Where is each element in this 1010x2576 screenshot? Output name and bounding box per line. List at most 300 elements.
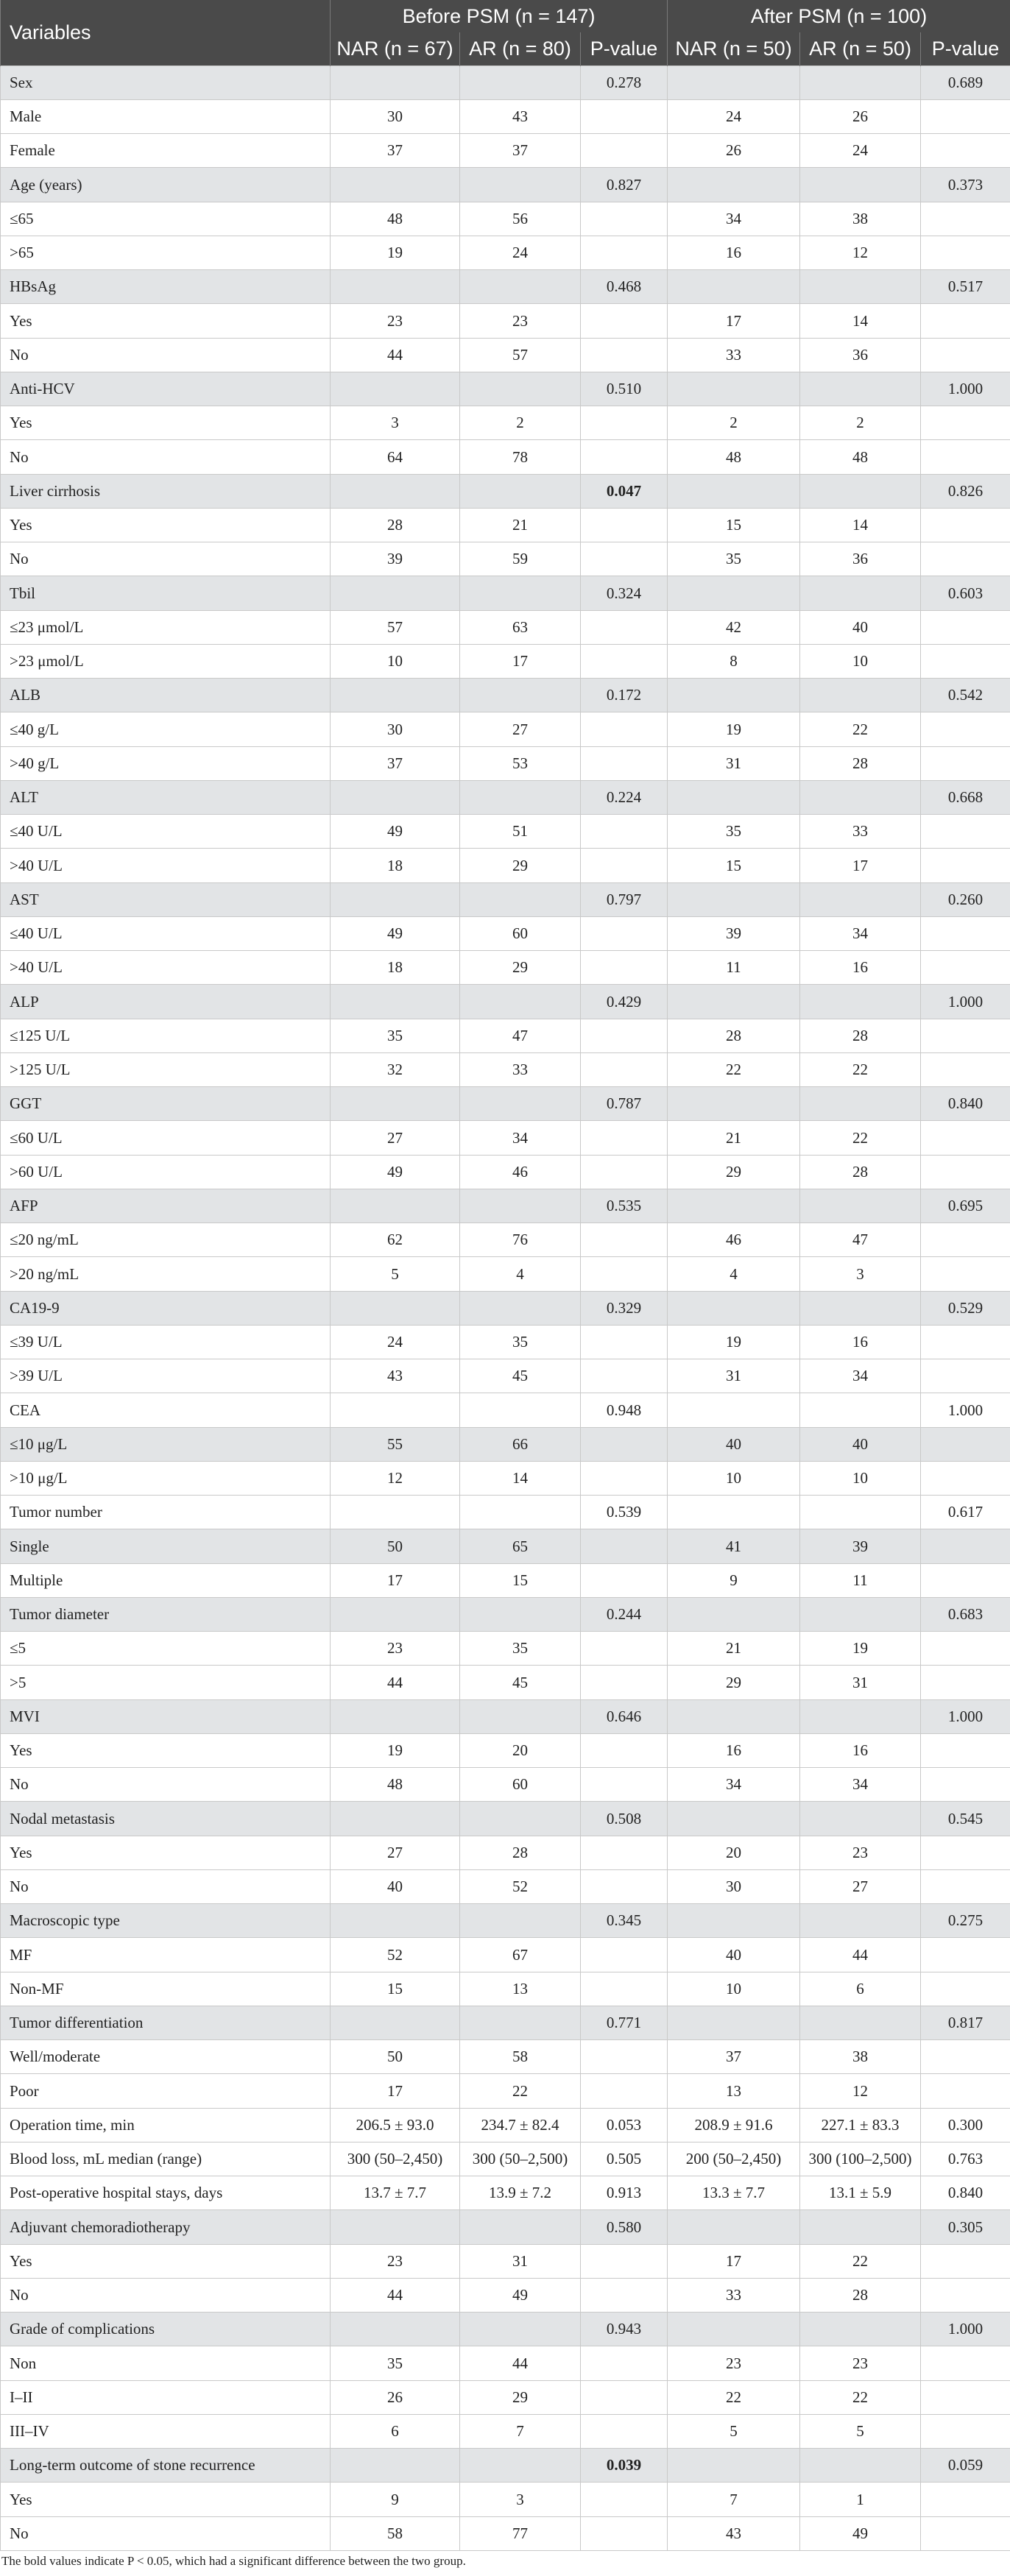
ar-after-cell [800, 1393, 921, 1428]
p-before-cell [581, 1768, 668, 1802]
p-after-cell [921, 1462, 1010, 1496]
nar-before-cell: 17 [331, 2074, 460, 2109]
table-body [1, 66, 1010, 2551]
variable-cell: ≤5 [1, 1632, 331, 1666]
nar-before-cell: 24 [331, 1326, 460, 1359]
p-before-cell [581, 2040, 668, 2074]
nar-after-cell [668, 1393, 800, 1428]
variable-cell: Tbil [1, 576, 331, 611]
variable-cell: Macroscopic type [1, 1904, 331, 1938]
p-before-cell: 0.539 [581, 1496, 668, 1529]
table-row [1, 134, 1010, 168]
nar-before-cell: 19 [331, 1734, 460, 1768]
p-after-cell [921, 2074, 1010, 2109]
nar-after-cell: 33 [668, 339, 800, 372]
ar-after-cell: 14 [800, 304, 921, 339]
table-row [1, 66, 1010, 100]
p-before-cell [581, 2381, 668, 2415]
ar-before-cell: 67 [460, 1938, 581, 1972]
p-before-cell: 0.505 [581, 2142, 668, 2176]
nar-after-cell: 19 [668, 712, 800, 747]
nar-after-cell: 37 [668, 2040, 800, 2074]
p-after-cell: 0.695 [921, 1189, 1010, 1223]
p-before-cell [581, 1428, 668, 1462]
nar-after-cell: 34 [668, 1768, 800, 1802]
nar-after-cell: 35 [668, 542, 800, 576]
nar-before-cell [331, 2313, 460, 2346]
table-row [1, 747, 1010, 781]
p-after-cell [921, 1938, 1010, 1972]
nar-before-cell: 49 [331, 1156, 460, 1189]
variable-cell: Post-operative hospital stays, days [1, 2176, 331, 2210]
p-before-cell [581, 1870, 668, 1904]
p-before-cell: 0.771 [581, 2006, 668, 2040]
ar-after-cell: 22 [800, 1053, 921, 1087]
p-before-cell [581, 1632, 668, 1666]
p-after-cell: 0.668 [921, 781, 1010, 815]
table-row [1, 1257, 1010, 1292]
variable-cell: >40 g/L [1, 747, 331, 781]
table-row [1, 1938, 1010, 1972]
p-before-cell: 0.345 [581, 1904, 668, 1938]
nar-before-cell: 44 [331, 339, 460, 372]
p-before-cell: 0.787 [581, 1087, 668, 1121]
table-header [1, 0, 1010, 66]
variable-cell: Single [1, 1529, 331, 1564]
p-before-cell [581, 2279, 668, 2313]
nar-before-cell: 27 [331, 1836, 460, 1870]
ar-after-cell: 12 [800, 236, 921, 270]
nar-before-cell: 9 [331, 2483, 460, 2517]
p-before-cell: 0.429 [581, 985, 668, 1019]
ar-before-cell [460, 372, 581, 406]
ar-after-cell [800, 576, 921, 611]
nar-after-cell [668, 66, 800, 100]
p-after-cell [921, 339, 1010, 372]
p-after-cell [921, 1359, 1010, 1393]
nar-after-cell [668, 1496, 800, 1529]
ar-before-cell [460, 781, 581, 815]
ar-after-cell: 23 [800, 1836, 921, 1870]
ar-after-cell: 1 [800, 2483, 921, 2517]
table-row [1, 2210, 1010, 2245]
p-after-cell: 0.840 [921, 1087, 1010, 1121]
variable-cell: ≤60 U/L [1, 1121, 331, 1156]
p-before-cell [581, 1156, 668, 1189]
p-before-cell: 0.508 [581, 1802, 668, 1836]
table-row [1, 2142, 1010, 2176]
nar-after-cell: 19 [668, 1326, 800, 1359]
ar-after-cell [800, 2210, 921, 2245]
nar-after-cell [668, 1189, 800, 1223]
p-after-cell: 0.300 [921, 2109, 1010, 2142]
table-row [1, 1802, 1010, 1836]
p-before-cell: 0.324 [581, 576, 668, 611]
nar-before-cell: 23 [331, 1632, 460, 1666]
ar-before-cell: 66 [460, 1428, 581, 1462]
table-row [1, 1393, 1010, 1428]
p-before-cell [581, 747, 668, 781]
variable-cell: No [1, 339, 331, 372]
nar-before-cell: 17 [331, 1564, 460, 1598]
p-after-cell [921, 2279, 1010, 2313]
nar-after-cell: 46 [668, 1223, 800, 1257]
table-row [1, 1121, 1010, 1156]
nar-before-cell: 37 [331, 134, 460, 168]
ar-before-cell [460, 2313, 581, 2346]
ar-before-cell: 2 [460, 406, 581, 440]
p-after-cell: 0.542 [921, 679, 1010, 712]
ar-before-cell [460, 270, 581, 304]
p-after-cell [921, 1768, 1010, 1802]
ar-after-cell: 10 [800, 1462, 921, 1496]
p-before-cell [581, 1326, 668, 1359]
p-before-cell: 0.580 [581, 2210, 668, 2245]
nar-before-cell: 13.7 ± 7.7 [331, 2176, 460, 2210]
nar-before-cell [331, 168, 460, 202]
table-row [1, 2483, 1010, 2517]
table-row [1, 815, 1010, 849]
variable-cell: I–II [1, 2381, 331, 2415]
nar-before-cell: 3 [331, 406, 460, 440]
p-before-cell: 0.535 [581, 1189, 668, 1223]
variable-cell: >65 [1, 236, 331, 270]
nar-after-cell: 21 [668, 1632, 800, 1666]
ar-after-cell [800, 1087, 921, 1121]
p-before-cell [581, 339, 668, 372]
variable-cell: Adjuvant chemoradiotherapy [1, 2210, 331, 2245]
ar-before-cell [460, 2210, 581, 2245]
nar-after-cell [668, 1700, 800, 1734]
nar-after-cell: 16 [668, 1734, 800, 1768]
ar-before-cell: 45 [460, 1666, 581, 1700]
variable-cell: Poor [1, 2074, 331, 2109]
nar-after-cell [668, 372, 800, 406]
p-after-cell [921, 815, 1010, 849]
nar-before-cell: 49 [331, 917, 460, 951]
nar-after-cell: 208.9 ± 91.6 [668, 2109, 800, 2142]
p-before-cell: 0.244 [581, 1598, 668, 1632]
variable-cell: No [1, 542, 331, 576]
p-after-cell: 0.545 [921, 1802, 1010, 1836]
p-before-cell [581, 1938, 668, 1972]
nar-after-cell: 30 [668, 1870, 800, 1904]
variable-cell: Yes [1, 509, 331, 542]
ar-before-cell [460, 985, 581, 1019]
ar-after-cell [800, 2449, 921, 2483]
table-row [1, 2176, 1010, 2210]
p-before-cell [581, 1462, 668, 1496]
variable-cell: >39 U/L [1, 1359, 331, 1393]
variable-cell: Age (years) [1, 168, 331, 202]
ar-before-cell: 35 [460, 1326, 581, 1359]
p-after-cell: 0.683 [921, 1598, 1010, 1632]
ar-after-cell: 22 [800, 2381, 921, 2415]
nar-before-cell [331, 985, 460, 1019]
nar-before-cell: 206.5 ± 93.0 [331, 2109, 460, 2142]
table-row [1, 1053, 1010, 1087]
ar-after-cell: 44 [800, 1938, 921, 1972]
nar-after-cell: 11 [668, 951, 800, 985]
nar-after-cell: 13.3 ± 7.7 [668, 2176, 800, 2210]
p-before-cell [581, 2415, 668, 2449]
variable-cell: Nodal metastasis [1, 1802, 331, 1836]
ar-after-cell: 33 [800, 815, 921, 849]
ar-after-cell: 16 [800, 951, 921, 985]
nar-after-cell: 2 [668, 406, 800, 440]
nar-before-cell [331, 1802, 460, 1836]
nar-before-cell: 49 [331, 815, 460, 849]
p-after-cell [921, 1564, 1010, 1598]
p-after-cell [921, 1836, 1010, 1870]
p-after-cell [921, 1529, 1010, 1564]
p-after-cell [921, 406, 1010, 440]
nar-before-cell [331, 1393, 460, 1428]
nar-after-cell: 17 [668, 2245, 800, 2279]
ar-after-cell: 22 [800, 2245, 921, 2279]
ar-after-cell: 16 [800, 1734, 921, 1768]
ar-before-cell: 13 [460, 1972, 581, 2006]
p-after-cell [921, 917, 1010, 951]
p-before-cell [581, 1972, 668, 2006]
nar-before-cell: 37 [331, 747, 460, 781]
ar-after-cell: 28 [800, 2279, 921, 2313]
table-row [1, 1529, 1010, 1564]
variable-cell: >125 U/L [1, 1053, 331, 1087]
nar-before-cell [331, 679, 460, 712]
nar-before-cell: 35 [331, 1019, 460, 1053]
nar-before-cell: 43 [331, 1359, 460, 1393]
table-row [1, 1156, 1010, 1189]
p-after-cell [921, 849, 1010, 883]
ar-after-cell: 23 [800, 2346, 921, 2381]
table-row [1, 1019, 1010, 1053]
nar-after-cell: 29 [668, 1156, 800, 1189]
p-after-cell [921, 1223, 1010, 1257]
p-after-cell [921, 509, 1010, 542]
p-after-cell [921, 1053, 1010, 1087]
ar-after-cell: 11 [800, 1564, 921, 1598]
p-before-cell: 0.039 [581, 2449, 668, 2483]
variable-cell: >10 μg/L [1, 1462, 331, 1496]
nar-before-cell: 10 [331, 645, 460, 679]
ar-after-cell: 22 [800, 712, 921, 747]
p-after-cell: 0.826 [921, 475, 1010, 509]
ar-before-cell: 23 [460, 304, 581, 339]
nar-before-cell: 23 [331, 2245, 460, 2279]
p-after-cell: 0.260 [921, 883, 1010, 917]
nar-before-cell: 55 [331, 1428, 460, 1462]
table-row [1, 2279, 1010, 2313]
nar-before-cell: 26 [331, 2381, 460, 2415]
p-before-cell: 0.827 [581, 168, 668, 202]
ar-before-cell: 60 [460, 1768, 581, 1802]
ar-after-cell [800, 1904, 921, 1938]
nar-before-cell: 58 [331, 2517, 460, 2551]
p-after-cell: 0.840 [921, 2176, 1010, 2210]
p-before-cell: 0.646 [581, 1700, 668, 1734]
ar-before-cell [460, 1393, 581, 1428]
ar-before-cell: 21 [460, 509, 581, 542]
variable-cell: Yes [1, 2245, 331, 2279]
variable-cell: GGT [1, 1087, 331, 1121]
nar-after-cell: 15 [668, 849, 800, 883]
header-after-psm: After PSM (n = 100) [668, 0, 1010, 32]
nar-before-cell: 52 [331, 1938, 460, 1972]
p-after-cell [921, 542, 1010, 576]
variable-cell: Anti-HCV [1, 372, 331, 406]
p-after-cell [921, 2040, 1010, 2074]
nar-after-cell [668, 781, 800, 815]
nar-before-cell: 35 [331, 2346, 460, 2381]
p-after-cell: 1.000 [921, 1700, 1010, 1734]
table-row [1, 1428, 1010, 1462]
ar-after-cell [800, 883, 921, 917]
nar-after-cell: 13 [668, 2074, 800, 2109]
table-row [1, 1700, 1010, 1734]
p-before-cell [581, 1564, 668, 1598]
variable-cell: CEA [1, 1393, 331, 1428]
nar-before-cell [331, 1598, 460, 1632]
p-after-cell [921, 2483, 1010, 2517]
table-row [1, 475, 1010, 509]
nar-after-cell [668, 576, 800, 611]
table-row [1, 985, 1010, 1019]
ar-before-cell [460, 1087, 581, 1121]
p-after-cell: 0.529 [921, 1292, 1010, 1326]
ar-before-cell [460, 475, 581, 509]
ar-before-cell: 35 [460, 1632, 581, 1666]
variable-cell: MF [1, 1938, 331, 1972]
nar-before-cell [331, 66, 460, 100]
nar-after-cell: 34 [668, 202, 800, 236]
table-row [1, 2109, 1010, 2142]
ar-before-cell [460, 1700, 581, 1734]
ar-before-cell: 59 [460, 542, 581, 576]
variable-cell: ≤40 U/L [1, 917, 331, 951]
ar-after-cell: 12 [800, 2074, 921, 2109]
table-row [1, 304, 1010, 339]
p-after-cell: 1.000 [921, 2313, 1010, 2346]
nar-after-cell: 200 (50–2,450) [668, 2142, 800, 2176]
nar-after-cell: 23 [668, 2346, 800, 2381]
ar-after-cell [800, 1802, 921, 1836]
ar-after-cell [800, 372, 921, 406]
p-before-cell [581, 1121, 668, 1156]
nar-after-cell: 16 [668, 236, 800, 270]
nar-after-cell [668, 679, 800, 712]
table-row [1, 1087, 1010, 1121]
table-row [1, 1836, 1010, 1870]
table-row [1, 509, 1010, 542]
ar-after-cell [800, 985, 921, 1019]
nar-before-cell [331, 1496, 460, 1529]
p-after-cell: 1.000 [921, 1393, 1010, 1428]
variable-cell: Grade of complications [1, 2313, 331, 2346]
table-row [1, 917, 1010, 951]
ar-after-cell [800, 781, 921, 815]
variable-cell: ≤10 μg/L [1, 1428, 331, 1462]
nar-after-cell: 28 [668, 1019, 800, 1053]
table-row [1, 2517, 1010, 2551]
p-after-cell [921, 1156, 1010, 1189]
nar-before-cell [331, 576, 460, 611]
ar-after-cell: 27 [800, 1870, 921, 1904]
nar-after-cell [668, 1802, 800, 1836]
p-before-cell [581, 236, 668, 270]
nar-before-cell [331, 270, 460, 304]
nar-before-cell [331, 2210, 460, 2245]
nar-after-cell [668, 1598, 800, 1632]
nar-before-cell [331, 2006, 460, 2040]
p-after-cell [921, 2346, 1010, 2381]
p-before-cell [581, 1734, 668, 1768]
table-row [1, 339, 1010, 372]
p-after-cell [921, 645, 1010, 679]
ar-after-cell: 40 [800, 1428, 921, 1462]
ar-before-cell: 22 [460, 2074, 581, 2109]
nar-before-cell: 48 [331, 202, 460, 236]
ar-before-cell: 13.9 ± 7.2 [460, 2176, 581, 2210]
nar-after-cell: 35 [668, 815, 800, 849]
p-after-cell [921, 2381, 1010, 2415]
nar-after-cell: 4 [668, 1257, 800, 1292]
p-before-cell [581, 645, 668, 679]
ar-after-cell: 13.1 ± 5.9 [800, 2176, 921, 2210]
ar-after-cell: 48 [800, 440, 921, 475]
nar-after-cell: 21 [668, 1121, 800, 1156]
nar-before-cell: 64 [331, 440, 460, 475]
nar-after-cell: 29 [668, 1666, 800, 1700]
p-after-cell: 0.763 [921, 2142, 1010, 2176]
variable-cell: AFP [1, 1189, 331, 1223]
ar-before-cell: 14 [460, 1462, 581, 1496]
ar-before-cell: 46 [460, 1156, 581, 1189]
nar-after-cell [668, 1904, 800, 1938]
ar-after-cell: 49 [800, 2517, 921, 2551]
ar-after-cell: 5 [800, 2415, 921, 2449]
ar-before-cell [460, 1189, 581, 1223]
variable-cell: Tumor diameter [1, 1598, 331, 1632]
nar-before-cell [331, 1087, 460, 1121]
variable-cell: ALT [1, 781, 331, 815]
p-before-cell: 0.948 [581, 1393, 668, 1428]
p-before-cell: 0.053 [581, 2109, 668, 2142]
nar-before-cell: 44 [331, 1666, 460, 1700]
nar-after-cell: 9 [668, 1564, 800, 1598]
table-row [1, 712, 1010, 747]
ar-before-cell: 44 [460, 2346, 581, 2381]
ar-after-cell: 6 [800, 1972, 921, 2006]
ar-after-cell: 40 [800, 611, 921, 645]
nar-after-cell: 41 [668, 1529, 800, 1564]
p-before-cell [581, 440, 668, 475]
ar-before-cell: 58 [460, 2040, 581, 2074]
table-row [1, 611, 1010, 645]
ar-before-cell [460, 2006, 581, 2040]
ar-after-cell: 2 [800, 406, 921, 440]
nar-before-cell: 23 [331, 304, 460, 339]
variable-cell: >20 ng/mL [1, 1257, 331, 1292]
p-after-cell [921, 1870, 1010, 1904]
p-after-cell: 0.517 [921, 270, 1010, 304]
ar-before-cell: 17 [460, 645, 581, 679]
p-after-cell [921, 611, 1010, 645]
ar-after-cell [800, 1292, 921, 1326]
ar-before-cell [460, 1904, 581, 1938]
ar-after-cell [800, 2313, 921, 2346]
nar-before-cell: 39 [331, 542, 460, 576]
